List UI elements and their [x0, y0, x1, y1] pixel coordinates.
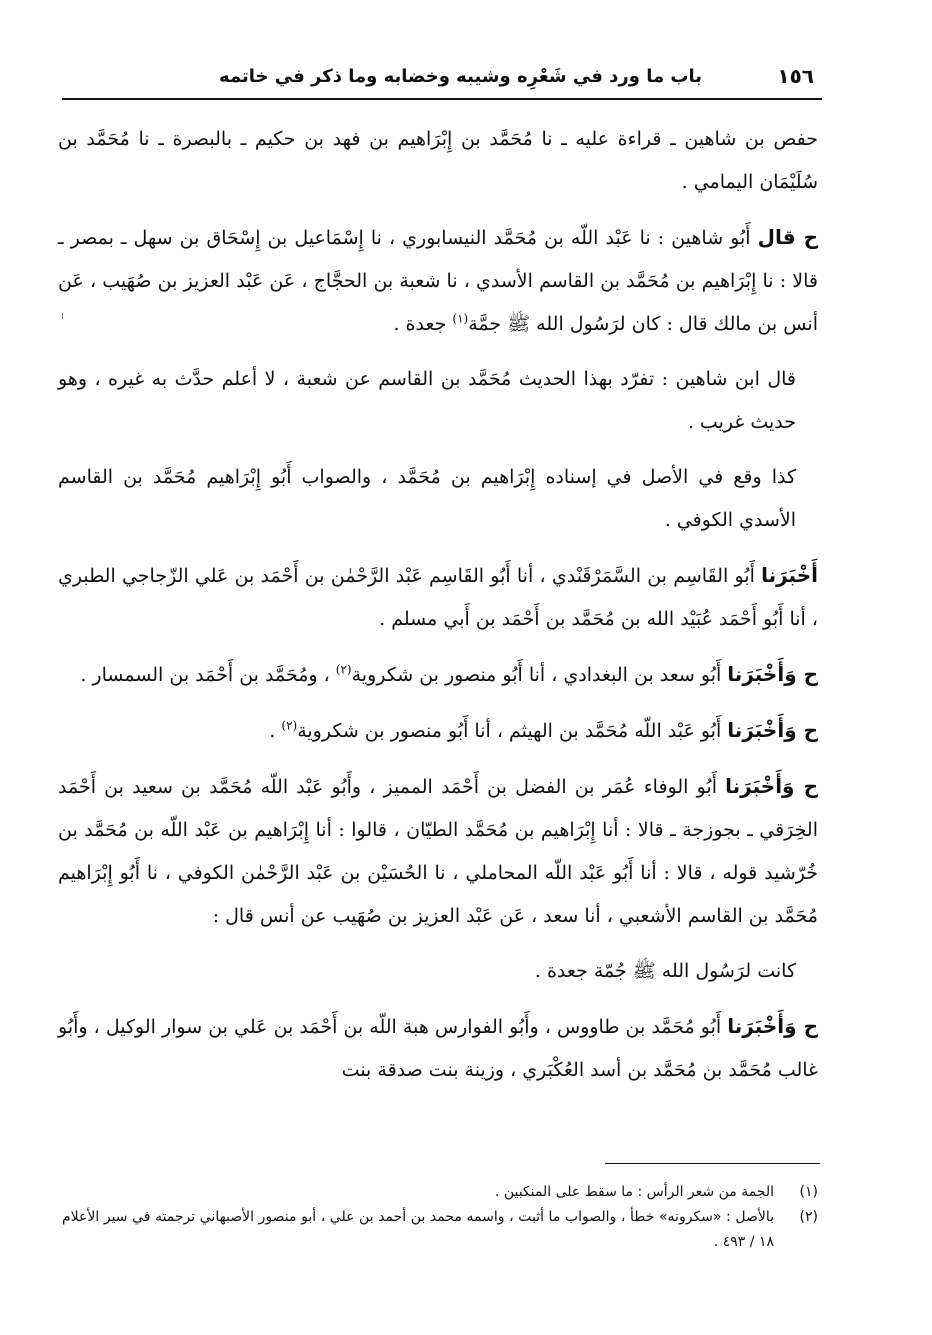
paragraph-9 [58, 950, 818, 993]
paragraph-lead: ح وَأَخْبَرَنا [727, 718, 818, 742]
paragraph-lead: ح قال [757, 225, 818, 249]
paragraph-text: أَبُو شاهين : نا عَبْد اللّه بن مُحَمَّد النيسابوري ، نا إِسْمَاعيل بن إِسْحَاق بن سهل ـ بمصر ـ قالا : نا إِبْرَاهيم بن مُحَمَّد بن القاسم الأسدي ، نا شعبة بن الحجَّاج ، عَن عَبْد العزيز بن صُهَيب ، عَن أنس بن مالك قال : كان لرَسُول الله ﷺ جمَّة [58, 227, 818, 335]
paragraph-text: أَبُو عَبْد اللّه مُحَمَّد بن الهيثم ، أنا أَبُو منصور بن شكروية [297, 720, 728, 742]
main-text [58, 118, 818, 1104]
paragraph-1 [58, 118, 818, 204]
paragraph-7 [58, 709, 818, 753]
paragraph-tail: ، ومُحَمَّد بن أَحْمَد بن السمسار . [80, 664, 336, 686]
footnote-ref: (٢) [281, 718, 298, 733]
footnotes [62, 1180, 818, 1255]
footnote-text: الجمة من شعر الرأس : ما سقط على المنكبين . [494, 1184, 774, 1200]
footnote-number: (٢) [799, 1209, 818, 1225]
paragraph-8 [58, 765, 818, 938]
paragraph-tail: . [269, 720, 282, 742]
footnote-ref: (١) [452, 311, 469, 326]
paragraph-2 [58, 216, 818, 346]
paragraph-text: أَبُو مُحَمَّد بن طاووس ، وأَبُو الفوارس هبة اللّه بن أَحْمَد بن عَلي بن سوار الوكيل ، وأَبُو غالب مُحَمَّد بن مُحَمَّد بن أسد العُكْبَري ، وزينة بنت صدقة بنت [58, 1016, 818, 1081]
paragraph-text: قال ابن شاهين : تفرّد بهذا الحديث مُحَمَّد بن القاسم عن شعبة ، لا أعلم حدَّث به غيره ، وهو حديث غريب . [58, 368, 796, 433]
footnote-text: بالأصل : «سكرونه» خطأ ، والصواب ما أثبت ، واسمه محمد بن أحمد بن علي ، أبو منصور الأصبهاني ترجمته في سير الأعلام ١٨ / ٤٩٣ . [62, 1209, 774, 1250]
paragraph-text: أَبُو سعد بن البغدادي ، أنا أَبُو منصور بن شكروية [351, 664, 728, 686]
paragraph-tail: جعدة . [393, 313, 453, 335]
paragraph-4 [58, 456, 818, 542]
footnote-divider [605, 1163, 820, 1164]
paragraph-text: كانت لرَسُول الله ﷺ جُمّة جعدة . [534, 960, 796, 982]
paragraph-text: كذا وقع في الأصل في إسناده إِبْرَاهيم بن مُحَمَّد ، والصواب أَبُو إِبْرَاهيم مُحَمَّد بن القاسم الأسدي الكوفي . [58, 466, 796, 531]
footnote-number: (١) [799, 1184, 818, 1200]
paragraph-lead: ح وَأَخْبَرَنا [725, 774, 818, 798]
footnote-1 [62, 1180, 818, 1205]
paragraph-6 [58, 653, 818, 697]
header-divider [62, 98, 822, 100]
paragraph-text: أَبُو الوفاء عُمَر بن الفضل بن أَحْمَد المميز ، وأَبُو عَبْد اللّه مُحَمَّد بن سعيد بن أَحْمَد الخِرَقي ـ بجوزجة ـ قالا : أنا إِبْرَاهيم بن مُحَمَّد الطيّان ، قالوا : أنا إِبْرَاهيم بن عَبْد اللّه بن مُحَمَّد بن خُرّشيد قوله ، قالا : أنا أَبُو عَبْد اللّه المحاملي ، نا الحُسَيْن بن عَبْد الرَّحْمٰن الكوفي ، نا أَبُو إِبْرَاهيم مُحَمَّد بن القاسم الأشعبي ، أنا سعد ، عَن عَبْد العزيز بن صُهَيب عن أنس قال : [58, 776, 818, 927]
footnote-2 [62, 1205, 818, 1255]
paragraph-10 [58, 1005, 818, 1092]
paragraph-lead: ح وَأَخْبَرَنا [727, 662, 818, 686]
footnote-ref: (٢) [335, 662, 352, 677]
paragraph-lead: أَخْبَرَنا [761, 563, 818, 587]
page-number: ١٥٦ [777, 64, 814, 88]
paragraph-text: أَبُو القَاسِم بن السَّمَرْقَنْدي ، أنا أَبُو القَاسِم عَبْد الرَّحْمٰن بن أَحْمَد بن عَلي الزّجاجي الطبري ، أنا أَبُو أَحْمَد عُبَيْد الله بن مُحَمَّد بن أَحْمَد بن أَبي مسلم . [58, 565, 818, 630]
paragraph-3 [58, 358, 818, 444]
running-header [62, 60, 822, 96]
paragraph-text: حفص بن شاهين ـ قراءة عليه ـ نا مُحَمَّد بن إِبْرَاهيم بن فهد بن حكيم ـ بالبصرة ـ نا مُحَمَّد بن سُلَيْمَان اليمامي . [58, 128, 818, 193]
chapter-title: باب ما ورد في شَعْرِه وشيبه وخضابه وما ذكر في خاتمه [219, 66, 702, 87]
paragraph-5 [58, 554, 818, 641]
paragraph-lead: ح وَأَخْبَرَنا [727, 1014, 819, 1038]
